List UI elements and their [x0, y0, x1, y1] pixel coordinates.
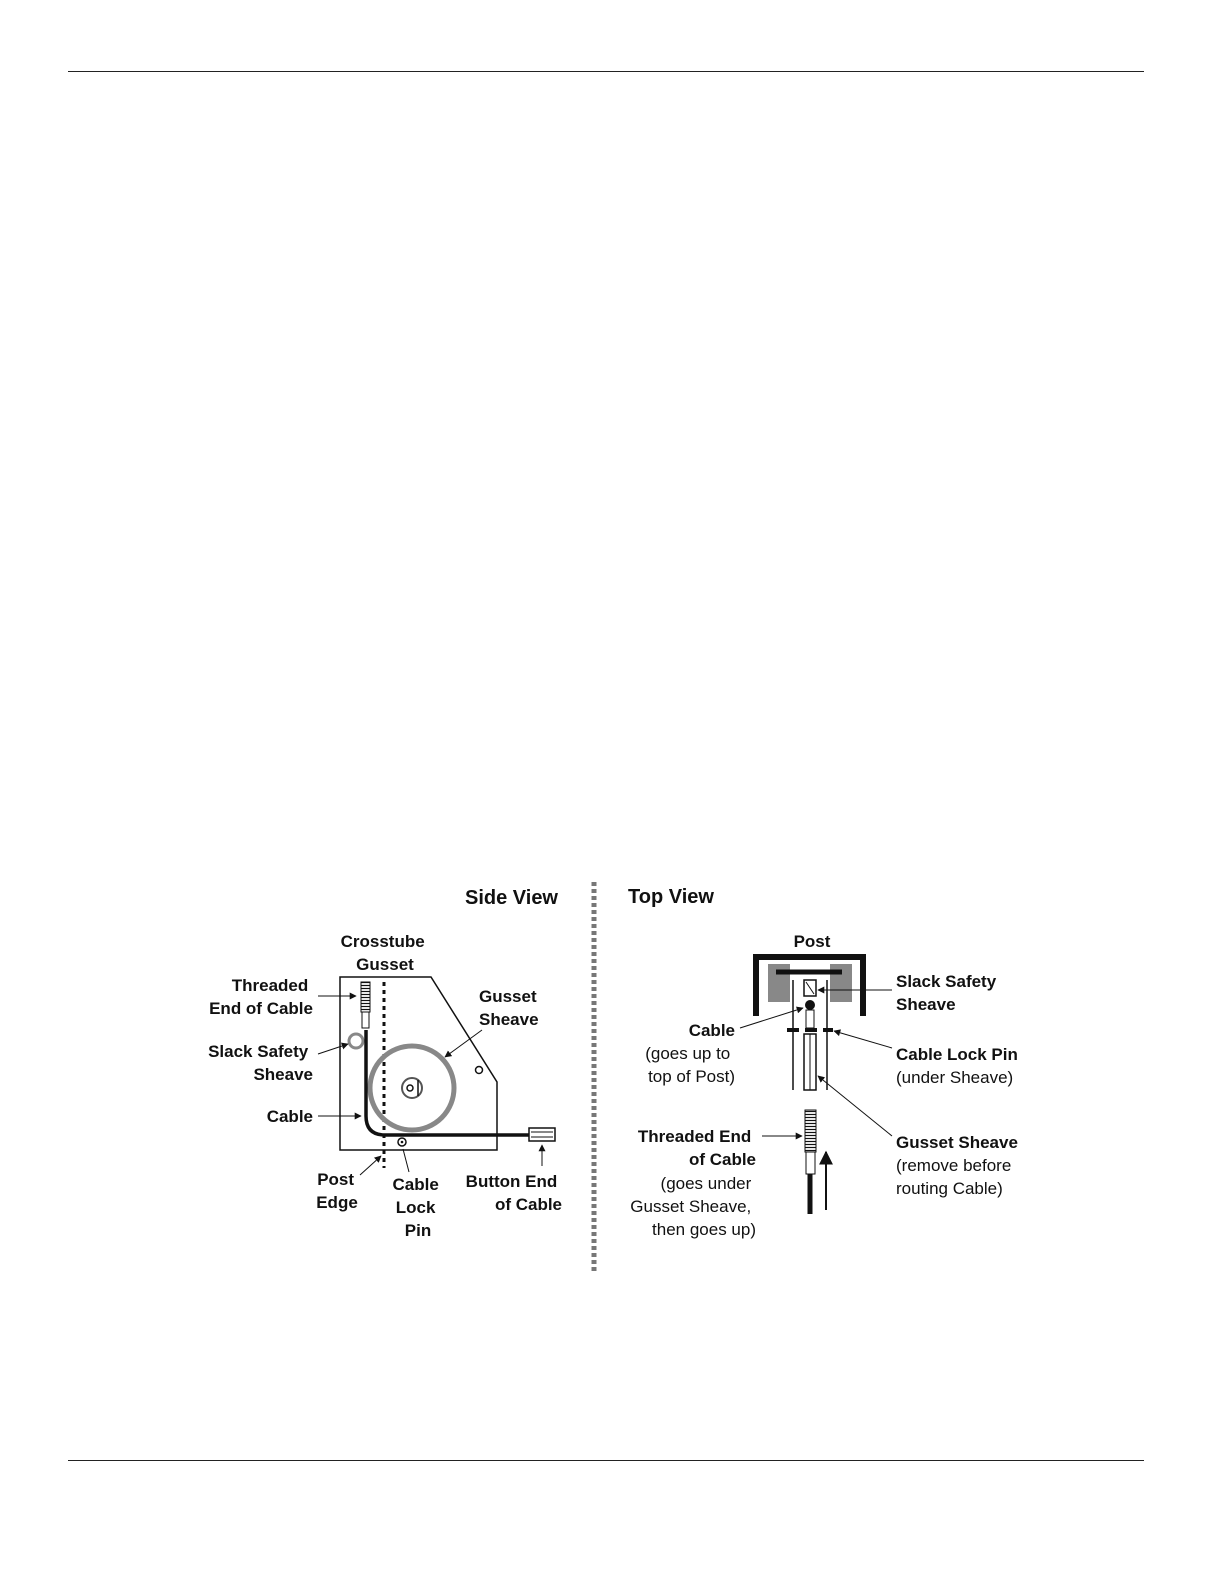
side-gusset-sheave-label: Gusset Sheave [479, 987, 539, 1029]
top-gusset-sheave-note: (remove before routing Cable) [896, 1156, 1012, 1198]
top-cable-note: (goes up to top of Post) [645, 1044, 735, 1086]
top-threaded-end-label: Threaded End of Cable [637, 1127, 756, 1169]
side-view [208, 887, 562, 1240]
side-slack-safety-label: Slack Safety Sheave [208, 1042, 313, 1084]
top-threaded-end-note: (goes under Gusset Sheave, then goes up) [630, 1174, 756, 1239]
side-threaded-end [361, 982, 370, 1012]
top-cable-lock-pin-label: Cable Lock Pin [896, 1045, 1018, 1064]
gusset-hole [476, 1067, 483, 1074]
side-threaded-collar [362, 1012, 369, 1028]
side-view-title: Side View [464, 887, 558, 909]
top-view-title: Top View [628, 886, 714, 908]
post-label: Post [793, 932, 831, 951]
top-threaded-end [805, 1110, 816, 1152]
top-gusset-sheave-label: Gusset Sheave [896, 1133, 1018, 1152]
top-cable-label: Cable [688, 1021, 735, 1040]
side-cable [366, 1030, 530, 1135]
top-slack-safety-label: Slack Safety Sheave [896, 972, 997, 1014]
side-button-end [529, 1128, 555, 1141]
top-view [628, 886, 1018, 1239]
side-cable-lock-pin-label: Cable Lock Pin [392, 1175, 439, 1240]
sheave-hub [402, 1078, 422, 1098]
side-cable-label: Cable [266, 1107, 313, 1126]
top-cable-lock-pin-note: (under Sheave) [896, 1068, 1014, 1087]
side-button-end-label: Button End of Cable [465, 1172, 562, 1214]
slack-safety-sheave [349, 1034, 363, 1048]
crosstube-gusset-label: Crosstube Gusset [340, 932, 425, 974]
top-cable-dot [805, 1000, 815, 1010]
side-threaded-end-label: Threaded End of Cable [209, 976, 313, 1018]
post-edge-label: Post Edge [316, 1170, 358, 1212]
